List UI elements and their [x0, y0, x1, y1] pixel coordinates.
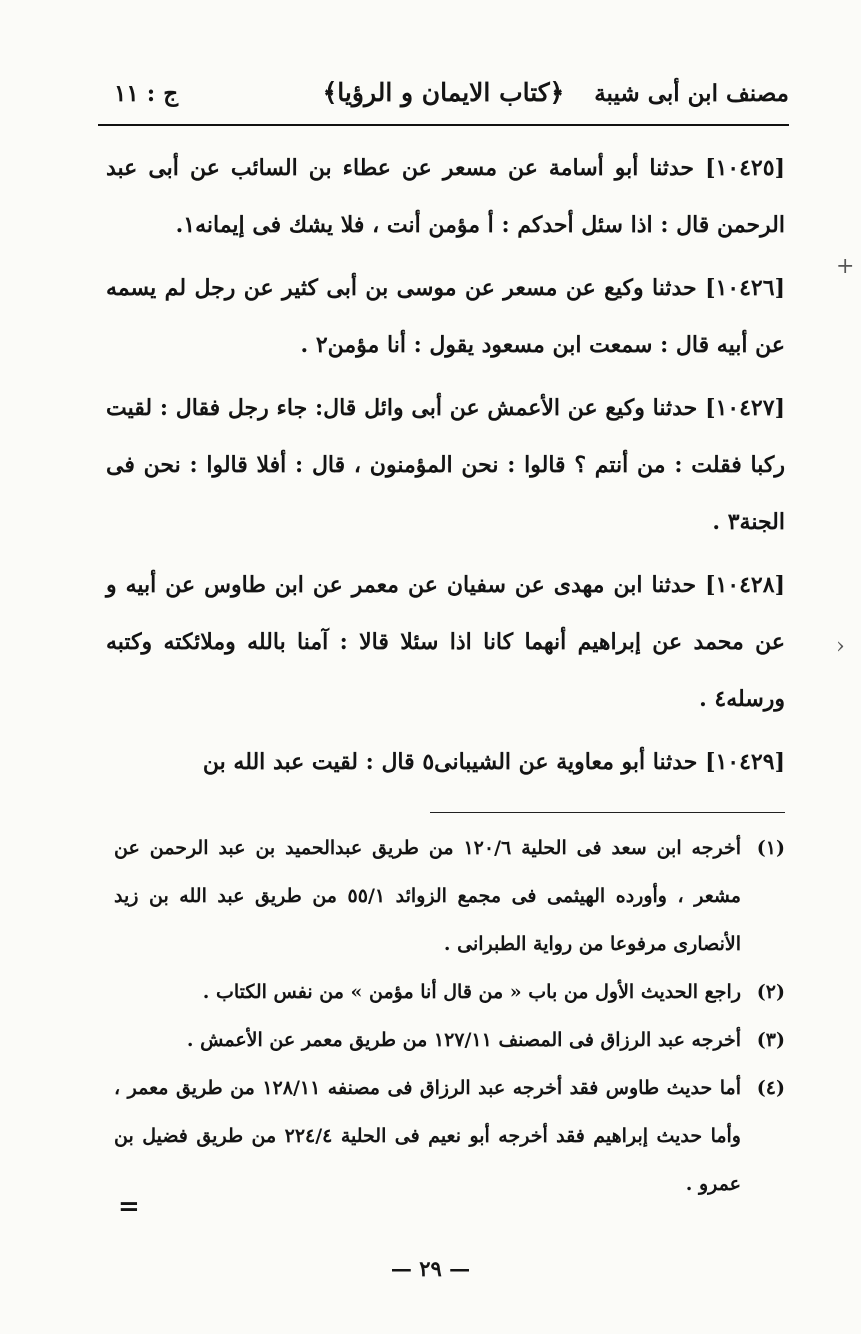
hadith-number: [١٠٤٢٩]	[705, 749, 785, 775]
hadith-entry	[106, 260, 785, 374]
footnote-text: أخرجه عبد الرزاق فى المصنف ١٢٧/١١ من طريق معمر عن الأعمش .	[186, 1029, 741, 1051]
footnotes	[114, 824, 785, 1208]
hadith-entry	[106, 380, 785, 551]
footnote-mark: (٣)	[756, 1029, 785, 1051]
book-title: مصنف ابن أبى شيبة	[594, 80, 789, 107]
hadith-text: حدثنا أبو أسامة عن مسعر عن عطاء بن السائب عن أبى عبد الرحمن قال : اذا سئل أحدكم : أ مؤمن أنت ، فلا يشك فى إيمانه١.	[106, 155, 785, 238]
volume-number: ج : ١١	[114, 80, 179, 107]
hadith-number: [١٠٤٢٨]	[705, 572, 785, 598]
footnote-mark: (٢)	[756, 981, 785, 1003]
hadith-number: [١٠٤٢٧]	[705, 395, 785, 421]
chapter-title: ﴿كتاب الايمان و الرؤيا﴾	[322, 78, 565, 107]
footnote-rule	[430, 812, 785, 813]
footnote	[114, 968, 785, 1016]
hadith-text: حدثنا وكيع عن مسعر عن موسى بن أبى كثير عن رجل لم يسمه عن أبيه قال : سمعت ابن مسعود يقول : أنا مؤمن٢ .	[106, 275, 785, 358]
hadith-text: حدثنا ابن مهدى عن سفيان عن معمر عن ابن طاوس عن أبيه و عن محمد عن إبراهيم أنهما كانا اذا سئلا قالا : آمنا بالله وملائكته وكتبه ورسله٤ .	[106, 572, 785, 712]
footnote	[114, 1016, 785, 1064]
footnote-mark: (١)	[756, 837, 785, 859]
hadith-text: حدثنا وكيع عن الأعمش عن أبى وائل قال: جاء رجل فقال : لقيت ركبا فقلت : من أنتم ؟ قالوا : نحن المؤمنون ، قال : أفلا قالوا : نحن فى الجنة٣ .	[106, 395, 785, 535]
footnote-mark: (٤)	[756, 1077, 785, 1099]
hadith-text: حدثنا أبو معاوية عن الشيبانى٥ قال : لقيت عبد الله بن	[202, 749, 706, 775]
page-number: — ٢٩ —	[390, 1256, 471, 1281]
continuation-mark: =	[118, 1192, 140, 1222]
footnote-text: أما حديث طاوس فقد أخرجه عبد الرزاق فى مصنفه ١٢٨/١١ من طريق معمر ، وأما حديث إبراهيم فقد أخرجه أبو نعيم فى الحلية ٢٢٤/٤ من طريق فضيل بن عمرو .	[114, 1077, 741, 1195]
footnote-text: أخرجه ابن سعد فى الحلية ١٢٠/٦ من طريق عبدالحميد بن عبد الرحمن عن مشعر ، وأورده الهيثمى فى مجمع الزوائد ٥٥/١ من طريق عبد الله بن زيد الأنصارى مرفوعا من رواية الطبرانى .	[114, 837, 741, 955]
hadith-number: [١٠٤٢٥]	[705, 155, 785, 181]
header-rule	[98, 124, 789, 126]
footnote-text: راجع الحديث الأول من باب « من قال أنا مؤمن » من نفس الكتاب .	[202, 981, 741, 1003]
margin-mark: ›	[836, 634, 845, 659]
footnote	[114, 824, 785, 968]
hadith-number: [١٠٤٢٦]	[705, 275, 785, 301]
hadith-entry	[106, 734, 785, 791]
main-text	[106, 140, 785, 797]
running-header	[98, 72, 789, 120]
footnote	[114, 1064, 785, 1208]
hadith-entry	[106, 140, 785, 254]
margin-mark: +	[836, 254, 855, 279]
hadith-entry	[106, 557, 785, 728]
